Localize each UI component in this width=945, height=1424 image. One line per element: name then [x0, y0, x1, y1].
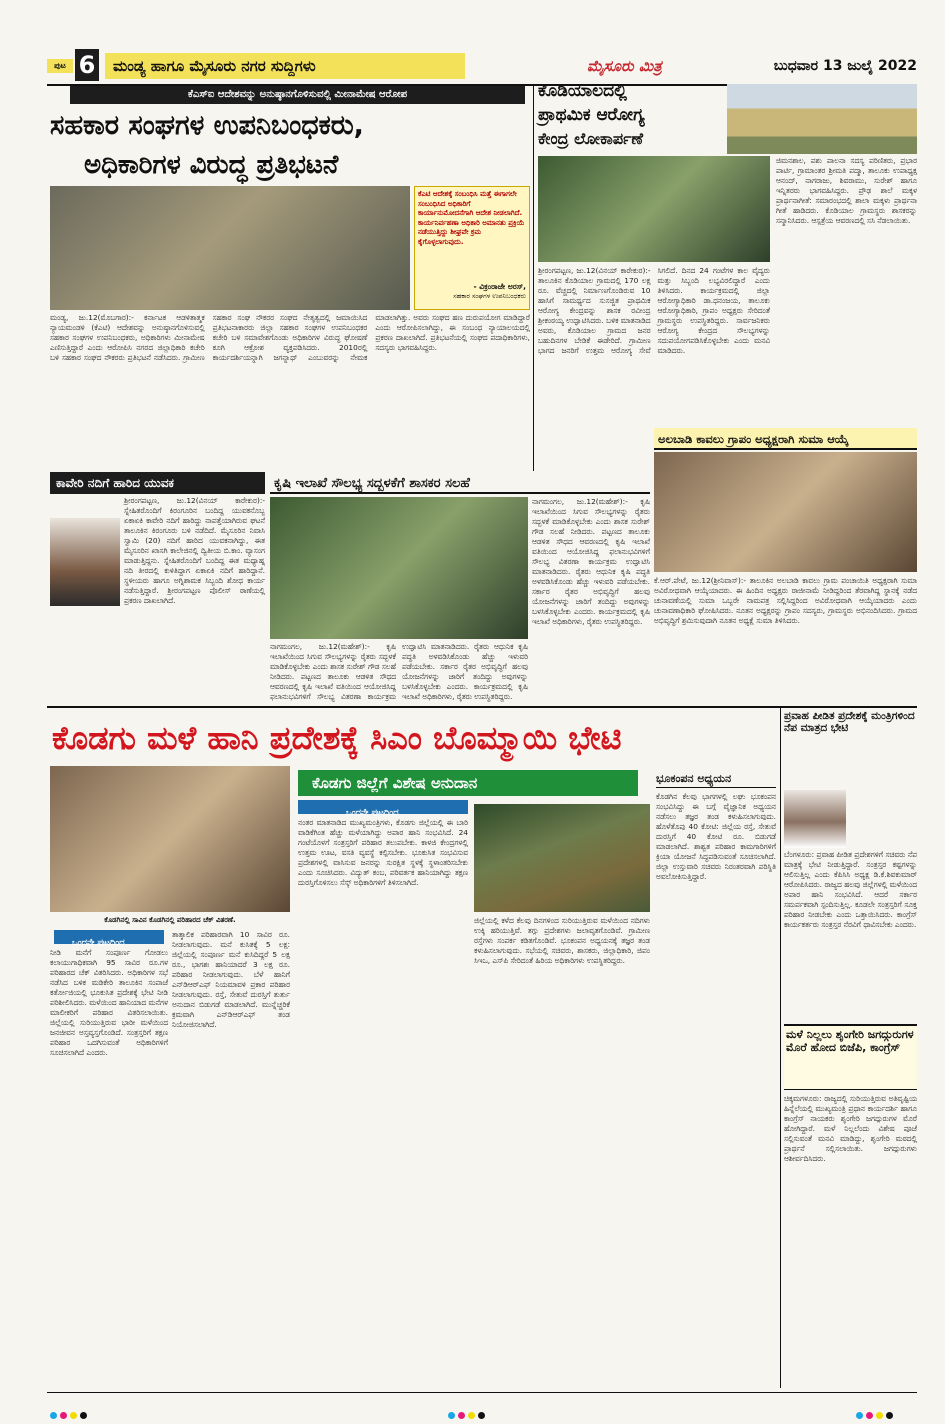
story1-kicker: ಕೆಎಸ್ಐ ಆದೇಶವನ್ನು ಅನುಷ್ಠಾನಗೊಳಿಸುವಲ್ಲಿ ಮೀನಾಮೇಷ ಆರೋಪ — [70, 86, 525, 104]
story2-headline-line3: ಕೇಂದ್ರ ಲೋಕಾರ್ಪಣೆ — [538, 129, 644, 148]
main-col4: ಜಿಲ್ಲೆಯಲ್ಲಿ ಕಳೆದ ಕೆಲವು ದಿನಗಳಿಂದ ಸುರಿಯುತ್ತಿರುವ ಮಳೆಯಿಂದ ನದಿಗಳು ಉಕ್ಕಿ ಹರಿಯುತ್ತಿವೆ. ತಗ್ಗು ಪ್ರದೇಶಗಳು ಜಲಾವೃತಗೊಂಡಿವೆ. ಗ್ರಾಮೀಣ ರಸ್ತೆಗಳು ಸಂಪರ್ಕ ಕಡಿತಗೊಂಡಿವೆ. ಭೂಕಂಪನ ಅಧ್ಯಯನಕ್ಕೆ ತಜ್ಞರ ತಂಡ ಕಳುಹಿಸಲಾಗುವುದು. ಸಭೆಯಲ್ಲಿ ಸಚಿವರು, ಶಾಸಕರು, ಜಿಲ್ಲಾಧಿಕಾರಿ, ಜಿಪಂ ಸಿಇಒ, ಎಸ್‌ಪಿ ಸೇರಿದಂತೆ ಹಿರಿಯ ಅಧಿಕಾರಿಗಳು ಉಪಸ್ಥಿತರಿದ್ದರು. — [474, 916, 650, 965]
col-rule-side — [780, 708, 781, 1388]
main-continued-tag-left — [54, 930, 164, 948]
story3-body: ಶ್ರೀರಂಗಪಟ್ಟಣ, ಜು.12(ವಿನಯ್ ಕಾರೇಕುರ):- ಸ್ನೇಹಿತರೊಂದಿಗೆ ಕಿರಂಗೂರಿನ ಬಂದಿದ್ದ ಯುವಕನೊಬ್ಬ ಏಕಾಏಕಿ ಕಾವೇರಿ ನದಿಗೆ ಹಾರಿದ್ದು ನಾಪತ್ತೆಯಾಗಿರುವ ಘಟನೆ ತಾಲೂಕಿನ ಕಿರಂಗೂರು ಬಳಿ ನಡೆದಿದೆ. ಮೈಸೂರಿನ ನಿವಾಸಿ ಸ್ವಾಮಿ (20) ನದಿಗೆ ಹಾರಿದ ಯುವಕನಾಗಿದ್ದು, ಈತ ಮೈಸೂರಿನ ಖಾಸಗಿ ಕಾಲೇಜಿನಲ್ಲಿ ದ್ವಿತೀಯ ಬಿ.ಕಾಂ. ವ್ಯಾಸಂಗ ಮಾಡುತ್ತಿದ್ದನು. ಸ್ನೇಹಿತರೊಂದಿಗೆ ಬಂದಿದ್ದ ಈತ ಮಧ್ಯಾಹ್ನ ನದಿ ತೀರದಲ್ಲಿ ಕುಳಿತಿದ್ದಾಗ ಏಕಾಏಕಿ ನದಿಗೆ ಹಾರಿದ್ದಾನೆ. ಸ್ಥಳೀಯರು ಹಾಗೂ ಅಗ್ನಿಶಾಮಕ ಸಿಬ್ಬಂದಿ ಶೋಧ ಕಾರ್ಯ ನಡೆಸುತ್ತಿದ್ದಾರೆ. ಶ್ರೀರಂಗಪಟ್ಟಣ ಪೊಲೀಸ್ ಠಾಣೆಯಲ್ಲಿ ಪ್ರಕರಣ ದಾಖಲಾಗಿದೆ. — [124, 496, 265, 605]
main-continued-tag — [298, 800, 468, 818]
main-photo-caption: ಕೊಡಗಿನಲ್ಲಿ ಸಾವಿನ ಕೊಡಗಿನಲ್ಲಿ ಪರಿಹಾರದ ಚೆಕ್ ವಿತರಣೆ. — [104, 916, 236, 924]
story5-headline — [654, 428, 917, 450]
story1-headline-line1: ಸಹಕಾರ ಸಂಘಗಳ ಉಪನಿಬಂಧಕರು, — [50, 110, 364, 141]
story5-group-photo — [654, 452, 917, 572]
story5-headline-text: ಅಲಬಾಡಿ ಕಾವಲು ಗ್ರಾಪಂ ಅಧ್ಯಕ್ಷರಾಗಿ ಸುಮಾ ಆಯ್ಕೆ — [658, 432, 849, 446]
story4-body: ನಾಗಮಂಗಲ, ಜು.12(ಮಹೇಶ್):- ಕೃಷಿ ಇಲಾಖೆಯಿಂದ ಸಿಗುವ ಸೌಲಭ್ಯಗಳನ್ನು ರೈತರು ಸದ್ಬಳಕೆ ಮಾಡಿಕೊಳ್ಳಬೇಕು ಎಂದು ಶಾಸಕ ಸುರೇಶ್ ಗೌಡ ಸಲಹೆ ನೀಡಿದರು. ಪಟ್ಟಣದ ತಾಲೂಕು ಆಡಳಿತ ಸೌಧದ ಆವರಣದಲ್ಲಿ ಕೃಷಿ ಇಲಾಖೆ ವತಿಯಿಂದ ಆಯೋಜಿಸಿದ್ದ ಫಲಾನುಭವಿಗಳಿಗೆ ಸೌಲಭ್ಯ ವಿತರಣಾ ಕಾರ್ಯಕ್ರಮ ಉದ್ಘಾಟಿಸಿ ಮಾತನಾಡಿದರು. ರೈತರು ಆಧುನಿಕ ಕೃಷಿ ಪದ್ಧತಿ ಅಳವಡಿಸಿಕೊಂಡು ಹೆಚ್ಚು ಇಳುವರಿ ಪಡೆಯಬೇಕು. ಸರ್ಕಾರ ರೈತರ ಅಭಿವೃದ್ಧಿಗೆ ಹಲವು ಯೋಜನೆಗಳನ್ನು ಜಾರಿಗೆ ತಂದಿದ್ದು ಅವುಗಳನ್ನು ಬಳಸಿಕೊಳ್ಳಬೇಕು ಎಂದರು. ಕಾರ್ಯಕ್ರಮದಲ್ಲಿ ಕೃಷಿ ಇಲಾಖೆ ಅಧಿಕಾರಿಗಳು, ರೈತರು ಉಪಸ್ಥಿತರಿದ್ದರು. — [270, 642, 528, 701]
story4-event-photo — [270, 497, 528, 639]
story4-headline — [270, 472, 650, 494]
main-headline: ಕೊಡಗು ಮಳೆ ಹಾನಿ ಪ್ರದೇಶಕ್ಕೆ ಸಿಎಂ ಬೊಮ್ಮಾಯಿ ಭೇಟಿ — [52, 719, 622, 757]
main-subhead — [298, 770, 638, 796]
main-top-rule — [47, 706, 917, 708]
story1-protest-photo — [50, 186, 410, 310]
story1-quote-text: ಕೆಎಟಿ ಆದೇಶಕ್ಕೆ ಸಂಬಂಧಿಸಿ ಮತ್ತೆ ಈಗಾಗಲೇ ಸಂಬಂಧಿಸಿದ ಅಧಿಕಾರಿಗೆ ಕಾರ್ಯಾನುಮೋದನೆಗಾಗಿ ಆದೇಶ ನೀಡಲಾಗಿದೆ. ಕಾರ್ಯನಿರ್ವಹಣಾ ಅಧಿಕಾರಿ ಅಮಾನತು ಪ್ರಕ್ರಿಯೆ ನಡೆಯುತ್ತಿದ್ದು ಶೀಘ್ರವೇ ಕ್ರಮ ಕೈಗೊಳ್ಳಲಾಗುವುದು. — [418, 190, 525, 246]
page-header — [47, 47, 917, 83]
story1-quote-box — [414, 186, 530, 310]
story3-headline-text: ಕಾವೇರಿ ನದಿಗೆ ಹಾರಿದ ಯುವಕ — [56, 476, 174, 490]
page-number: 6 — [75, 49, 99, 81]
main-cm-photo — [50, 766, 290, 912]
main-col3: ನಂತರ ಮಾತನಾಡಿದ ಮುಖ್ಯಮಂತ್ರಿಗಳು, ಕೊಡಗು ಜಿಲ್ಲೆಯಲ್ಲಿ ಈ ಬಾರಿ ವಾಡಿಕೆಗಿಂತ ಹೆಚ್ಚು ಮಳೆಯಾಗಿದ್ದು ಅಪಾರ ಹಾನಿ ಸಂಭವಿಸಿದೆ. 24 ಗಂಟೆಯೊಳಗೆ ಸಂತ್ರಸ್ತರಿಗೆ ಪರಿಹಾರ ತಲುಪಬೇಕು. ಕಾಳಜಿ ಕೇಂದ್ರಗಳಲ್ಲಿ ಉತ್ತಮ ಊಟ, ವಸತಿ ವ್ಯವಸ್ಥೆ ಕಲ್ಪಿಸಬೇಕು. ಭೂಕುಸಿತ ಸಂಭವಿಸುವ ಪ್ರದೇಶಗಳಲ್ಲಿ ವಾಸಿಸುವ ಜನರನ್ನು ಸುರಕ್ಷಿತ ಸ್ಥಳಕ್ಕೆ ಸ್ಥಳಾಂತರಿಸಬೇಕು ಎಂದು ಸೂಚಿಸಿದರು. ವಿದ್ಯುತ್ ಕಂಬ, ಪರಿವರ್ತಕ ಹಾನಿಯಾಗಿದ್ದು ತಕ್ಷಣ ದುರಸ್ತಿಗೊಳಿಸಲು ಸೆಸ್ಕ್ ಅಧಿಕಾರಿಗಳಿಗೆ ತಿಳಿಸಲಾಗಿದೆ. — [298, 818, 468, 887]
page-label: ಪುಟ — [47, 59, 73, 73]
main-col2: ತಾತ್ಕಾಲಿಕ ಪರಿಹಾರವಾಗಿ 10 ಸಾವಿರ ರೂ. ನೀಡಲಾಗುವುದು. ಮನೆ ಕುಸಿತಕ್ಕೆ 5 ಲಕ್ಷ: ಜಿಲ್ಲೆಯಲ್ಲಿ ಸಂಪೂರ್ಣ ಮನೆ ಕುಸಿದಿದ್ದರೆ 5 ಲಕ್ಷ ರೂ., ಭಾಗಶಃ ಹಾನಿಯಾದರೆ 3 ಲಕ್ಷ ರೂ. ಪರಿಹಾರ ನೀಡಲಾಗುವುದು. ಬೆಳೆ ಹಾನಿಗೆ ಎನ್‌ಡಿಆರ್‌ಎಫ್ ನಿಯಮಾವಳಿ ಪ್ರಕಾರ ಪರಿಹಾರ ನೀಡಲಾಗುವುದು. ರಸ್ತೆ, ಸೇತುವೆ ದುರಸ್ತಿಗೆ ತುರ್ತು ಅನುದಾನ ಬಿಡುಗಡೆ ಮಾಡಲಾಗಿದೆ. ಮುನ್ನೆಚ್ಚರಿಕೆ ಕ್ರಮವಾಗಿ ಎನ್‌ಡಿಆರ್‌ಎಫ್ ತಂಡ ನಿಯೋಜಿಸಲಾಗಿದೆ. — [172, 930, 290, 1029]
side2-body: ಚಿಕ್ಕಮಗಳೂರು: ರಾಜ್ಯದಲ್ಲಿ ಸುರಿಯುತ್ತಿರುವ ಅತಿವೃಷ್ಟಿಯ ಹಿನ್ನೆಲೆಯಲ್ಲಿ ಮುಖ್ಯಮಂತ್ರಿ ಪ್ರಧಾನ ಕಾರ್ಯದರ್ಶಿ ಹಾಗೂ ಕಾಂಗ್ರೆಸ್ ನಾಯಕರು ಶೃಂಗೇರಿ ಜಗದ್ಗುರುಗಳ ಮೊರೆ ಹೋಗಿದ್ದಾರೆ. ಮಳೆ ನಿಲ್ಲಲೆಂದು ವಿಶೇಷ ಪೂಜೆ ಸಲ್ಲಿಸುವಂತೆ ಮನವಿ ಮಾಡಿದ್ದು, ಶೃಂಗೇರಿ ಮಠದಲ್ಲಿ ಪ್ರಾರ್ಥನೆ ಸಲ್ಲಿಸಲಾಯಿತು. ಜಗದ್ಗುರುಗಳು ಆಶೀರ್ವದಿಸಿದರು. — [784, 1094, 917, 1163]
footer-rule — [47, 1392, 917, 1393]
story4-headline-text: ಕೃಷಿ ಇಲಾಖೆ ಸೌಲಭ್ಯ ಸದ್ಬಳಕೆಗೆ ಶಾಸಕರ ಸಲಹೆ — [274, 476, 470, 491]
section-title: ಮಂಡ್ಯ ಹಾಗೂ ಮೈಸೂರು ನಗರ ಸುದ್ದಿಗಳು — [105, 53, 465, 79]
paper-name-logo: ಮೈಸೂರು ಮಿತ್ರ — [587, 57, 662, 75]
issue-date: ಬುಧವಾರ 13 ಜುಲೈ 2022 — [773, 58, 917, 74]
story1-headline-line2: ಅಧಿಕಾರಿಗಳ ವಿರುದ್ಧ ಪ್ರತಿಭಟನೆ — [84, 150, 339, 180]
story4-body-side: ನಾಗಮಂಗಲ, ಜು.12(ಮಹೇಶ್):- ಕೃಷಿ ಇಲಾಖೆಯಿಂದ ಸಿಗುವ ಸೌಲಭ್ಯಗಳನ್ನು ರೈತರು ಸದ್ಬಳಕೆ ಮಾಡಿಕೊಳ್ಳಬೇಕು ಎಂದು ಶಾಸಕ ಸುರೇಶ್ ಗೌಡ ಸಲಹೆ ನೀಡಿದರು. ಪಟ್ಟಣದ ತಾಲೂಕು ಆಡಳಿತ ಸೌಧದ ಆವರಣದಲ್ಲಿ ಕೃಷಿ ಇಲಾಖೆ ವತಿಯಿಂದ ಆಯೋಜಿಸಿದ್ದ ಫಲಾನುಭವಿಗಳಿಗೆ ಸೌಲಭ್ಯ ವಿತರಣಾ ಕಾರ್ಯಕ್ರಮ ಉದ್ಘಾಟಿಸಿ ಮಾತನಾಡಿದರು. ರೈತರು ಆಧುನಿಕ ಕೃಷಿ ಪದ್ಧತಿ ಅಳವಡಿಸಿಕೊಂಡು ಹೆಚ್ಚು ಇಳುವರಿ ಪಡೆಯಬೇಕು. ಸರ್ಕಾರ ರೈತರ ಅಭಿವೃದ್ಧಿಗೆ ಹಲವು ಯೋಜನೆಗಳನ್ನು ಜಾರಿಗೆ ತಂದಿದ್ದು ಅವುಗಳನ್ನು ಬಳಸಿಕೊಳ್ಳಬೇಕು ಎಂದರು. ಕಾರ್ಯಕ್ರಮದಲ್ಲಿ ಕೃಷಿ ಇಲಾಖೆ ಅಧಿಕಾರಿಗಳು, ರೈತರು ಉಪಸ್ಥಿತರಿದ್ದರು. — [532, 497, 650, 626]
story2-headline-line1: ಕೊಡಿಯಾಲದಲ್ಲಿ — [538, 81, 627, 101]
story2-body: ಶ್ರೀರಂಗಪಟ್ಟಣ, ಜು.12(ವಿನಯ್ ಕಾರೇಕುರ):- ತಾಲೂಕಿನ ಕೊಡಿಯಾಲ ಗ್ರಾಮದಲ್ಲಿ 170 ಲಕ್ಷ ರೂ. ವೆಚ್ಚದಲ್ಲಿ ನಿರ್ಮಾಣಗೊಂಡಿರುವ 10 ಹಾಸಿಗೆ ಸಾಮರ್ಥ್ಯದ ಸುಸಜ್ಜಿತ ಪ್ರಾಥಮಿಕ ಆರೋಗ್ಯ ಕೇಂದ್ರವನ್ನು ಶಾಸಕ ರವೀಂದ್ರ ಶ್ರೀಕಂಠಯ್ಯ ಉದ್ಘಾಟಿಸಿದರು. ಬಳಿಕ ಮಾತನಾಡಿದ ಅವರು, ಕೊಡಿಯಾಲ ಗ್ರಾಮದ ಜನರ ಬಹುದಿನಗಳ ಬೇಡಿಕೆ ಈಡೇರಿದೆ. ಗ್ರಾಮೀಣ ಭಾಗದ ಜನರಿಗೆ ಉತ್ತಮ ಆರೋಗ್ಯ ಸೇವೆ ಸಿಗಲಿದೆ. ದಿನದ 24 ಗಂಟೆಗಳ ಕಾಲ ವೈದ್ಯರು ಮತ್ತು ಸಿಬ್ಬಂದಿ ಲಭ್ಯವಿರಲಿದ್ದಾರೆ ಎಂದು ತಿಳಿಸಿದರು. ಕಾರ್ಯಕ್ರಮದಲ್ಲಿ ಜಿಲ್ಲಾ ಆರೋಗ್ಯಾಧಿಕಾರಿ ಡಾ.ಧನಂಜಯ, ತಾಲೂಕು ಆರೋಗ್ಯಾಧಿಕಾರಿ, ಗ್ರಾಪಂ ಅಧ್ಯಕ್ಷರು ಸೇರಿದಂತೆ ಗ್ರಾಮಸ್ಥರು ಉಪಸ್ಥಿತರಿದ್ದರು. ಸಾರ್ವಜನಿಕರು ಆರೋಗ್ಯ ಕೇಂದ್ರದ ಸೌಲಭ್ಯಗಳನ್ನು ಸದುಪಯೋಗಪಡಿಸಿಕೊಳ್ಳಬೇಕು ಎಂದು ಮನವಿ ಮಾಡಿದರು. — [538, 266, 770, 355]
story2-body-side: ಜಿಮನಶಾಲ, ಪಶು ಪಾಲನಾ ಸದಸ್ಯ ಪರಿಣಿತರು, ಪ್ರಭಾರ ಪಾರ್ಟಿ, ಗ್ರಾಮಾಂತರ ಶ್ರೀಮತಿ ಪದ್ಮಾ, ತಾಲೂಕು ಉಪಾಧ್ಯಕ್ಷ ಆನಂದ್, ನಾಗರಾಜು, ಶಿವರಾಮು, ಸುರೇಶ್ ಹಾಗೂ ಇನ್ನಿತರರು ಭಾಗವಹಿಸಿದ್ದರು. ಪ್ರೌಢ ಶಾಲೆ ಮಕ್ಕಳ ಪ್ರಾರ್ಥನಾಗೀತೆ: ಸಮಾರಂಭದಲ್ಲಿ ಶಾಲಾ ಮಕ್ಕಳು ಪ್ರಾರ್ಥನಾ ಗೀತೆ ಹಾಡಿದರು. ಕೊಡಿಯಾಲ ಗ್ರಾಮಸ್ಥರು ಶಾಸಕರನ್ನು ಸನ್ಮಾನಿಸಿದರು. ಆಸ್ಪತ್ರೆಯ ಆವರಣದಲ್ಲಿ ಸಸಿ ನೆಡಲಾಯಿತು. — [776, 156, 917, 225]
side2-headline: ಮಳೆ ನಿಲ್ಲಲು ಶೃಂಗೇರಿ ಜಗದ್ಗುರುಗಳ ಮೊರೆ ಹೋದ ಬಿಜೆಪಿ, ಕಾಂಗ್ರೆಸ್ — [784, 1024, 917, 1090]
story2-headline-line2: ಪ್ರಾಥಮಿಕ ಆರೋಗ್ಯ — [538, 105, 645, 125]
story3-headline — [50, 472, 265, 494]
main-flood-photo — [474, 804, 650, 912]
col-rule-1 — [533, 86, 534, 471]
story1-quote-role: ಸಹಕಾರ ಸಂಘಗಳ ಉಪನಿಬಂಧಕರು — [453, 292, 526, 300]
main-col5: ಕೊಡಗಿನ ಕೆಲವು ಭಾಗಗಳಲ್ಲಿ ಲಘು ಭೂಕಂಪನ ಸಂಭವಿಸಿದ್ದು ಈ ಬಗ್ಗೆ ವೈಜ್ಞಾನಿಕ ಅಧ್ಯಯನ ನಡೆಸಲು ತಜ್ಞರ ತಂಡ ಕಳುಹಿಸಲಾಗುವುದು. ಹೊಳೆತೊಪು 40 ಕೋಟಿ: ಜಿಲ್ಲೆಯ ರಸ್ತೆ, ಸೇತುವೆ ದುರಸ್ತಿಗೆ 40 ಕೋಟಿ ರೂ. ಬಿಡುಗಡೆ ಮಾಡಲಾಗಿದೆ. ಶಾಶ್ವತ ಪರಿಹಾರ ಕಾಮಗಾರಿಗಳಿಗೆ ಕ್ರಿಯಾ ಯೋಜನೆ ಸಿದ್ಧಪಡಿಸುವಂತೆ ಸೂಚಿಸಲಾಗಿದೆ. ಜಿಲ್ಲಾ ಉಸ್ತುವಾರಿ ಸಚಿವರು ನಿರಂತರವಾಗಿ ಪರಿಸ್ಥಿತಿ ಅವಲೋಕಿಸುತ್ತಿದ್ದಾರೆ. — [656, 792, 776, 881]
story2-inauguration-photo — [538, 156, 770, 262]
story2-building-photo — [727, 84, 917, 154]
main-continued-tag-left-text: ಒಂದನೇ ಪುಟದಿಂದ — [72, 938, 125, 948]
main-col5-head: ಭೂಕಂಪನ ಅಧ್ಯಯನ — [656, 770, 776, 788]
side1-body: ಬೆಂಗಳೂರು: ಪ್ರವಾಹ ಪೀಡಿತ ಪ್ರದೇಶಗಳಿಗೆ ಸಚಿವರು ನೆಪ ಮಾತ್ರಕ್ಕೆ ಭೇಟಿ ನೀಡುತ್ತಿದ್ದಾರೆ. ಸಂತ್ರಸ್ತರ ಕಷ್ಟಗಳನ್ನು ಆಲಿಸುತ್ತಿಲ್ಲ ಎಂದು ಕೆಪಿಸಿಸಿ ಅಧ್ಯಕ್ಷ ಡಿ.ಕೆ.ಶಿವಕುಮಾರ್ ಆರೋಪಿಸಿದರು. ರಾಜ್ಯದ ಹಲವು ಜಿಲ್ಲೆಗಳಲ್ಲಿ ಮಳೆಯಿಂದ ಅಪಾರ ಹಾನಿ ಸಂಭವಿಸಿದೆ. ಆದರೆ ಸರ್ಕಾರ ಸಮರ್ಪಕವಾಗಿ ಸ್ಪಂದಿಸುತ್ತಿಲ್ಲ. ಕೂಡಲೇ ಸಂತ್ರಸ್ತರಿಗೆ ಸೂಕ್ತ ಪರಿಹಾರ ನೀಡಬೇಕು ಎಂದು ಒತ್ತಾಯಿಸಿದರು. ಕಾಂಗ್ರೆಸ್ ಕಾರ್ಯಕರ್ತರು ಸಂತ್ರಸ್ತರ ನೆರವಿಗೆ ಧಾವಿಸಬೇಕು ಎಂದರು. — [784, 850, 917, 929]
story1-quote-author: - ವಿಕ್ರಂರಾಜೇ ಅರಸ್, — [473, 282, 526, 291]
registration-dots-right — [856, 1404, 916, 1414]
story1-body: ಮಂಡ್ಯ, ಜು.12(ಮೊಬಗಾರ):- ಕರ್ನಾಟಕ ಆಡಳಿತಾತ್ಮಕ ನ್ಯಾಯಮಂಡಳಿ (ಕೆಎಟಿ) ಆದೇಶವನ್ನು ಅನುಷ್ಠಾನಗೊಳಿಸುವಲ್ಲಿ ಸಹಕಾರ ಸಂಘಗಳ ಉಪನಿಬಂಧಕರು, ಅಧಿಕಾರಿಗಳು ಮೀನಾಮೇಷ ಎಣಿಸುತ್ತಿದ್ದಾರೆ ಎಂದು ಆರೋಪಿಸಿ ನಗರದ ಜಿಲ್ಲಾಧಿಕಾರಿ ಕಚೇರಿ ಬಳಿ ಸಹಕಾರ ಸಂಘದ ನೌಕರರು ಪ್ರತಿಭಟನೆ ನಡೆಸಿದರು. ಗ್ರಾಮೀಣ ಸಹಕಾರ ಸಂಘ ನೌಕರರ ಸಂಘದ ನೇತೃತ್ವದಲ್ಲಿ ಜಮಾಯಿಸಿದ ಪ್ರತಿಭಟನಾಕಾರರು ಜಿಲ್ಲಾ ಸಹಕಾರ ಸಂಘಗಳ ಉಪನಿಬಂಧಕರ ಕಚೇರಿ ಬಳಿ ಸಮಾವೇಶಗೊಂಡು ಅಧಿಕಾರಿಗಳ ವಿರುದ್ಧ ಘೋಷಣೆ ಕೂಗಿ ಆಕ್ರೋಶ ವ್ಯಕ್ತಪಡಿಸಿದರು. 2010ರಲ್ಲಿ ಕಾರ್ಯದರ್ಶಿಯನ್ನಾಗಿ ಜಗನ್ನಾಥ್ ಎಂಬುವರನ್ನು ನೇಮಕ ಮಾಡಲಾಗಿತ್ತು. ಅವರು ಸಂಘದ ಹಣ ದುರುಪಯೋಗ ಮಾಡಿದ್ದಾರೆ ಎಂದು ಆರೋಪಿಸಲಾಗಿದ್ದು, ಈ ಸಂಬಂಧ ನ್ಯಾಯಾಲಯದಲ್ಲಿ ಪ್ರಕರಣ ದಾಖಲಾಗಿದೆ. ಪ್ರತಿಭಟನೆಯಲ್ಲಿ ಸಂಘದ ಪದಾಧಿಕಾರಿಗಳು, ಸದಸ್ಯರು ಭಾಗವಹಿಸಿದ್ದರು. — [50, 313, 530, 362]
registration-dots-center — [448, 1404, 508, 1414]
registration-dots-left — [50, 1404, 110, 1414]
story5-body: ಕೆ.ಆರ್.ಪೇಟೆ, ಜು.12(ಶ್ರೀನಿವಾಸ್):- ತಾಲೂಕಿನ ಅಲಬಾಡಿ ಕಾವಲು ಗ್ರಾಮ ಪಂಚಾಯಿತಿ ಅಧ್ಯಕ್ಷರಾಗಿ ಸುಮಾ ಅವಿರೋಧವಾಗಿ ಆಯ್ಕೆಯಾದರು. ಈ ಹಿಂದಿನ ಅಧ್ಯಕ್ಷರು ರಾಜೀನಾಮೆ ನೀಡಿದ್ದರಿಂದ ತೆರವಾಗಿದ್ದ ಸ್ಥಾನಕ್ಕೆ ನಡೆದ ಚುನಾವಣೆಯಲ್ಲಿ ಸುಮಾ ಒಬ್ಬರೇ ನಾಮಪತ್ರ ಸಲ್ಲಿಸಿದ್ದರಿಂದ ಅವಿರೋಧವಾಗಿ ಆಯ್ಕೆಯಾದರು ಎಂದು ಚುನಾವಣಾಧಿಕಾರಿ ಘೋಷಿಸಿದರು. ನೂತನ ಅಧ್ಯಕ್ಷರನ್ನು ಗ್ರಾಪಂ ಸದಸ್ಯರು, ಗ್ರಾಮಸ್ಥರು ಅಭಿನಂದಿಸಿದರು. ಗ್ರಾಮದ ಅಭಿವೃದ್ಧಿಗೆ ಶ್ರಮಿಸುವುದಾಗಿ ನೂತನ ಅಧ್ಯಕ್ಷೆ ಸುಮಾ ತಿಳಿಸಿದರು. — [654, 576, 917, 625]
main-subhead-text: ಕೊಡಗು ಜಿಲ್ಲೆಗೆ ವಿಶೇಷ ಅನುದಾನ — [312, 774, 478, 792]
main-continued-tag-text: ಒಂದನೇ ಪುಟದಿಂದ — [346, 808, 399, 818]
main-col1: ನೀಡಿ ಮನೆಗೆ ಸಂಪೂರ್ಣ ಗೋಡಲು ಕಲಾಯುಗಾಧಿಕವಾಗಿ 95 ಸಾವಿರ ರೂ.ಗಳ ಪರಿಹಾರದ ಚೆಕ್ ವಿತರಿಸಿದರು. ಅಧಿಕಾರಿಗಳ ಸಭೆ ನಡೆಸಿದ ಬಳಿಕ ಮಡಿಕೇರಿ ತಾಲೂಕಿನ ಸಂಪಾಜೆ ಕರ್ತೋಜಿಯಲ್ಲಿ ಭೂಕುಸಿತ ಪ್ರದೇಶಕ್ಕೆ ಭೇಟಿ ನೀಡಿ ಪರಿಶೀಲಿಸಿದರು. ಮಳೆಯಿಂದ ಹಾನಿಯಾದ ಮನೆಗಳ ಮಾಲೀಕರಿಗೆ ಪರಿಹಾರ ವಿತರಿಸಲಾಯಿತು. ಜಿಲ್ಲೆಯಲ್ಲಿ ಸುರಿಯುತ್ತಿರುವ ಭಾರೀ ಮಳೆಯಿಂದ ಜನಜೀವನ ಅಸ್ತವ್ಯಸ್ತಗೊಂಡಿದೆ. ಸಂತ್ರಸ್ತರಿಗೆ ತಕ್ಷಣ ಪರಿಹಾರ ಒದಗಿಸುವಂತೆ ಅಧಿಕಾರಿಗಳಿಗೆ ಸೂಚಿಸಲಾಗಿದೆ ಎಂದರು. — [50, 948, 168, 1057]
side1-headline: ಪ್ರವಾಹ ಪೀಡಿತ ಪ್ರದೇಶಕ್ಕೆ ಮಂತ್ರಿಗಳಿಂದ ನೆಪ ಮಾತ್ರದ ಭೇಟಿ — [784, 710, 915, 734]
